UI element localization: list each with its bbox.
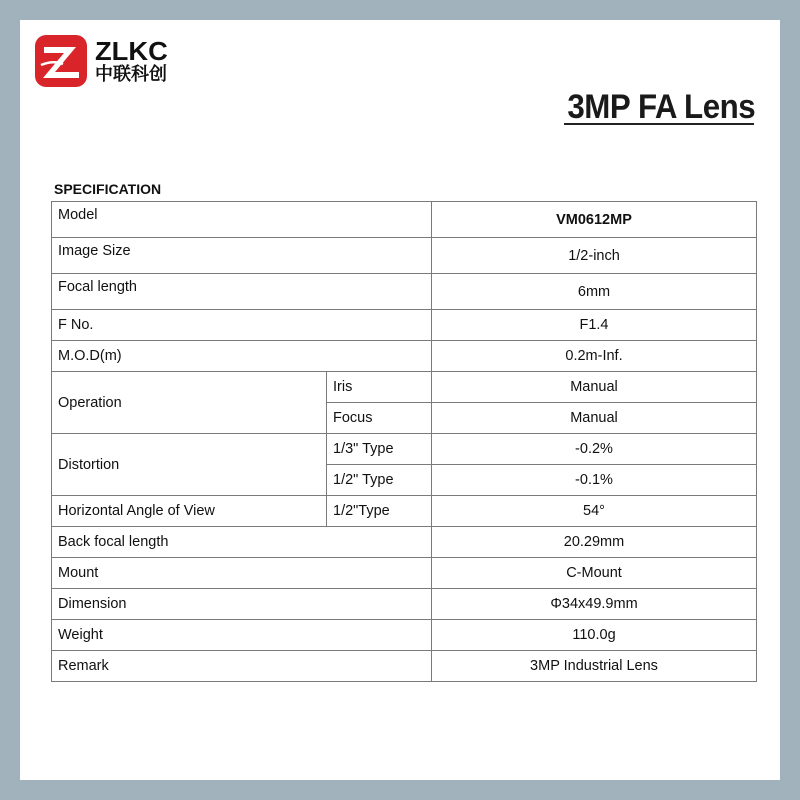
table-row [52,202,757,238]
row-value: -0.2% [432,434,757,465]
row-label: Mount [52,558,432,589]
table-row [52,238,757,274]
row-value: VM0612MP [432,202,757,238]
table-row [52,274,757,310]
row-label: Operation [52,372,327,434]
row-label: Focal length [52,274,432,310]
row-value: 110.0g [432,620,757,651]
row-label: Image Size [52,238,432,274]
row-value: 6mm [432,274,757,310]
row-sublabel: Focus [327,403,432,434]
row-value: Manual [432,403,757,434]
row-sublabel: 1/2"Type [327,496,432,527]
row-label: F No. [52,310,432,341]
table-row [52,558,757,589]
spec-heading: SPECIFICATION [54,181,162,197]
row-label: Model [52,202,432,238]
row-value: -0.1% [432,465,757,496]
table-row [52,310,757,341]
table-row [52,651,757,682]
row-value: 54° [432,496,757,527]
row-value: Manual [432,372,757,403]
row-value: 1/2-inch [432,238,757,274]
row-label: Distortion [52,434,327,496]
product-title: 3MP FA Lens [567,88,755,126]
row-label: Dimension [52,589,432,620]
brand-logo [35,35,167,87]
row-label: Weight [52,620,432,651]
row-value: 20.29mm [432,527,757,558]
table-row [52,372,757,403]
table-row [52,496,757,527]
row-label: Remark [52,651,432,682]
product-card [20,20,780,780]
title-underline [564,123,754,125]
row-value: 0.2m-Inf. [432,341,757,372]
row-label: Back focal length [52,527,432,558]
row-label: M.O.D(m) [52,341,432,372]
zlkc-logo-icon [35,35,87,87]
brand-name: ZLKC [95,36,168,66]
row-sublabel: 1/2" Type [327,465,432,496]
table-row [52,589,757,620]
row-value: F1.4 [432,310,757,341]
row-sublabel: 1/3" Type [327,434,432,465]
row-label: Horizontal Angle of View [52,496,327,527]
table-row [52,341,757,372]
row-value: C-Mount [432,558,757,589]
table-row [52,527,757,558]
row-value: Φ34x49.9mm [432,589,757,620]
table-row [52,434,757,465]
row-value: 3MP Industrial Lens [432,651,757,682]
brand-chinese-name: 中联科创 [95,64,167,85]
row-sublabel: Iris [327,372,432,403]
table-row [52,620,757,651]
spec-table [51,201,757,682]
